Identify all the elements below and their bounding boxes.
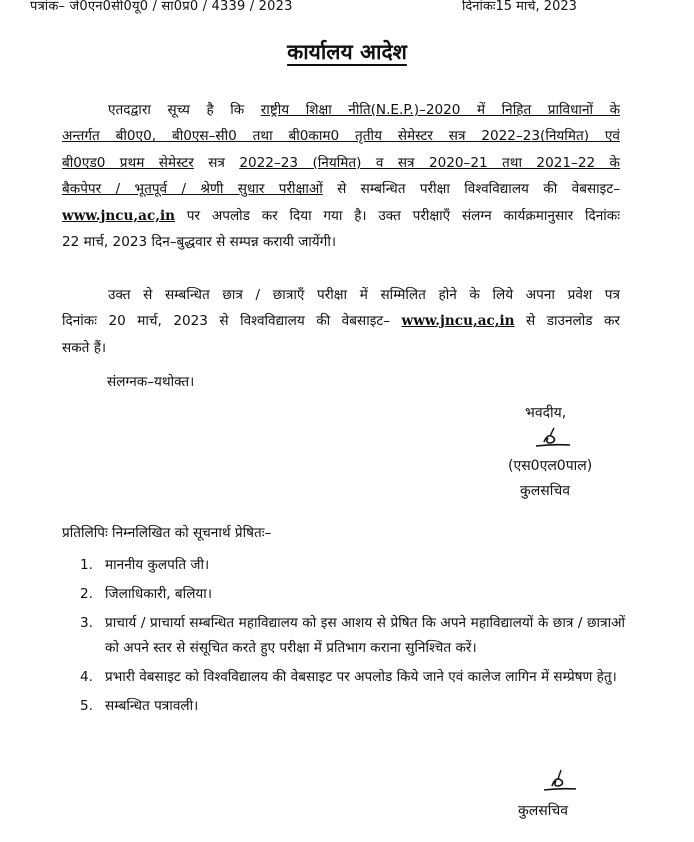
closing-salutation: भवदीय, (525, 405, 567, 421)
list-item: 1. माननीय कुलपति जी। (80, 557, 210, 573)
para1-line-2: अन्तर्गत बी0ए0, बी0एस–सी0 तथा बी0काम0 तृतीय सेमेस्टर सत्र 2022–23(नियमित) एवं (62, 128, 620, 145)
reference-number: पत्रांक– जे0एन0सी0यू0 / सा0प्र0 / 4339 / 2023 (30, 0, 293, 14)
paragraph-admit-card (62, 282, 620, 361)
para1-line-3: बी0एड0 प्रथम सेमेस्टर सत्र 2022–23 (नियमित) व सत्र 2020–21 तथा 2021–22 के (62, 154, 620, 171)
document-date: दिनांकः15 मार्च, 2023 (462, 0, 577, 14)
para2-line-3: सकते हैं। (62, 339, 107, 356)
para1-line-1: एतदद्वारा सूच्य है कि राष्ट्रीय शिक्षा नीति(N.E.P.)–2020 में निहित प्राविधानों के (108, 102, 620, 118)
paragraph-main (62, 97, 620, 255)
footer-designation: कुलसचिव (518, 803, 569, 819)
para1-line-5: www.jncu,ac,in पर अपलोड कर दिया गया है। उक्त परीक्षाएँ संलग्न कार्यक्रमानुसार दिनांकः (62, 207, 620, 224)
copy-to-list (80, 553, 625, 723)
list-item: 2. जिलाधिकारी, बलिया। (80, 586, 212, 602)
para1-line-4: बैकपेपर / भूतपूर्व / श्रेणी सुधार परीक्षाओं से सम्बन्धित परीक्षा विश्वविद्यालय की वेबसाइट– (62, 181, 620, 198)
enclosure-note: संलग्नक–यथोक्त। (107, 374, 195, 390)
signatory-name: (एस0एल0पाल) (508, 458, 593, 474)
document-title: कार्यालय आदेश (287, 40, 407, 64)
signature-mark-2 (540, 766, 580, 796)
para2-line-2: दिनांकः 20 मार्च, 2023 से विश्वविद्यालय की वेबसाइट– www.jncu,ac,in से डाउनलोड कर (62, 313, 620, 330)
list-item: 3. प्राचार्य / प्राचार्या सम्बन्धित महाविद्यालय को इस आशय से प्रेषित कि अपने महाविद्यालयों के छात्र / छात्राओं को अपने स्तर से संसूचित करते हुए परीक्षा में प्रतिभाग कराना सुनिश्चित करें। (80, 615, 625, 656)
para1-line-6: 22 मार्च, 2023 दिन–बुद्धवार से सम्पन्न करायी जायेंगी। (62, 233, 337, 250)
copy-to-heading: प्रतिलिपिः निम्नलिखित को सूचनार्थ प्रेषितः– (62, 525, 272, 541)
list-item: 5. सम्बन्धित पत्रावली। (80, 698, 199, 714)
para2-line-1: उक्त से सम्बन्धित छात्र / छात्राएँ परीक्षा में सम्मिलित होने के लिये अपना प्रवेश पत्र (108, 287, 620, 303)
signature-mark-1 (530, 424, 576, 452)
list-item: 4. प्रभारी वेबसाइट को विश्वविद्यालय की वेबसाइट पर अपलोड किये जाने एवं कालेज लागिन में सम्प्रेषण हेतु। (80, 669, 617, 685)
signatory-designation: कुलसचिव (520, 483, 571, 499)
website-link-2: www.jncu,ac,in (401, 313, 515, 330)
website-link: www.jncu,ac,in (62, 207, 176, 224)
